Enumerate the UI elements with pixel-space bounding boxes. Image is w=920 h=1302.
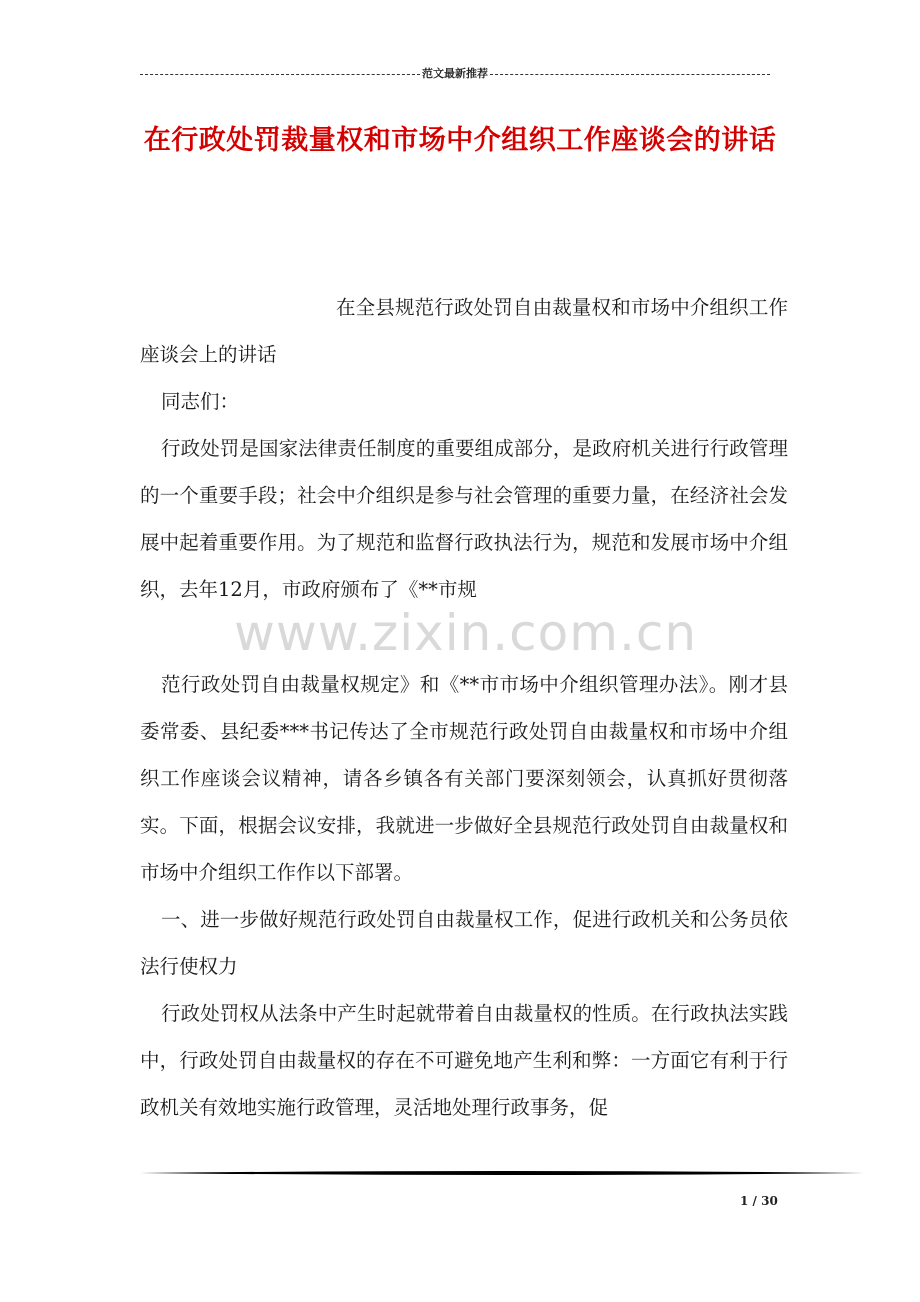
watermark-gap	[140, 613, 788, 661]
document-title: 在行政处罚裁量权和市场中介组织工作座谈会的讲话	[143, 125, 777, 156]
speech-subtitle: 在全县规范行政处罚自由裁量权和市场中介组织工作座谈会上的讲话	[140, 296, 788, 366]
document-body	[140, 284, 788, 1131]
page-header	[140, 66, 770, 82]
section-heading: 一、进一步做好规范行政处罚自由裁量权工作，促进行政机关和公务员依法行使权力	[140, 908, 788, 978]
body-paragraph: 行政处罚权从法条中产生时起就带着自由裁量权的性质。在行政执法实践中，行政处罚自由裁量权的存在不可避免地产生利和弊：一方面它有利于行政机关有效地实施行政管理，灵活地处理行政事务，促	[140, 1002, 788, 1119]
header-dash-left	[140, 74, 420, 75]
salutation: 同志们：	[161, 390, 240, 413]
body-paragraph: 行政处罚是国家法律责任制度的重要组成部分，是政府机关进行行政管理的一个重要手段；社会中介组织是参与社会管理的重要力量，在经济社会发展中起着重要作用。为了规范和监督行政执法行为，规范和发展市场中介组织，去年12月，市政府颁布了《**市规	[140, 437, 788, 601]
watermark-text: www.zixin.com.cn	[234, 604, 698, 662]
footer-rule	[140, 1170, 864, 1176]
body-paragraph: 范行政处罚自由裁量权规定》和《**市市场中介组织管理办法》。刚才县委常委、县纪委***书记传达了全市规范行政处罚自由裁量权和市场中介组织工作座谈会议精神，请各乡镇各有关部门要深刻领会，认真抓好贯彻落实。下面，根据会议安排，我就进一步做好全县规范行政处罚自由裁量权和市场中介组织工作作以下部署。	[140, 673, 788, 884]
header-dash-right	[490, 74, 770, 75]
header-label: 范文最新推荐	[422, 67, 488, 80]
page-number: 1 / 30	[740, 1194, 778, 1208]
